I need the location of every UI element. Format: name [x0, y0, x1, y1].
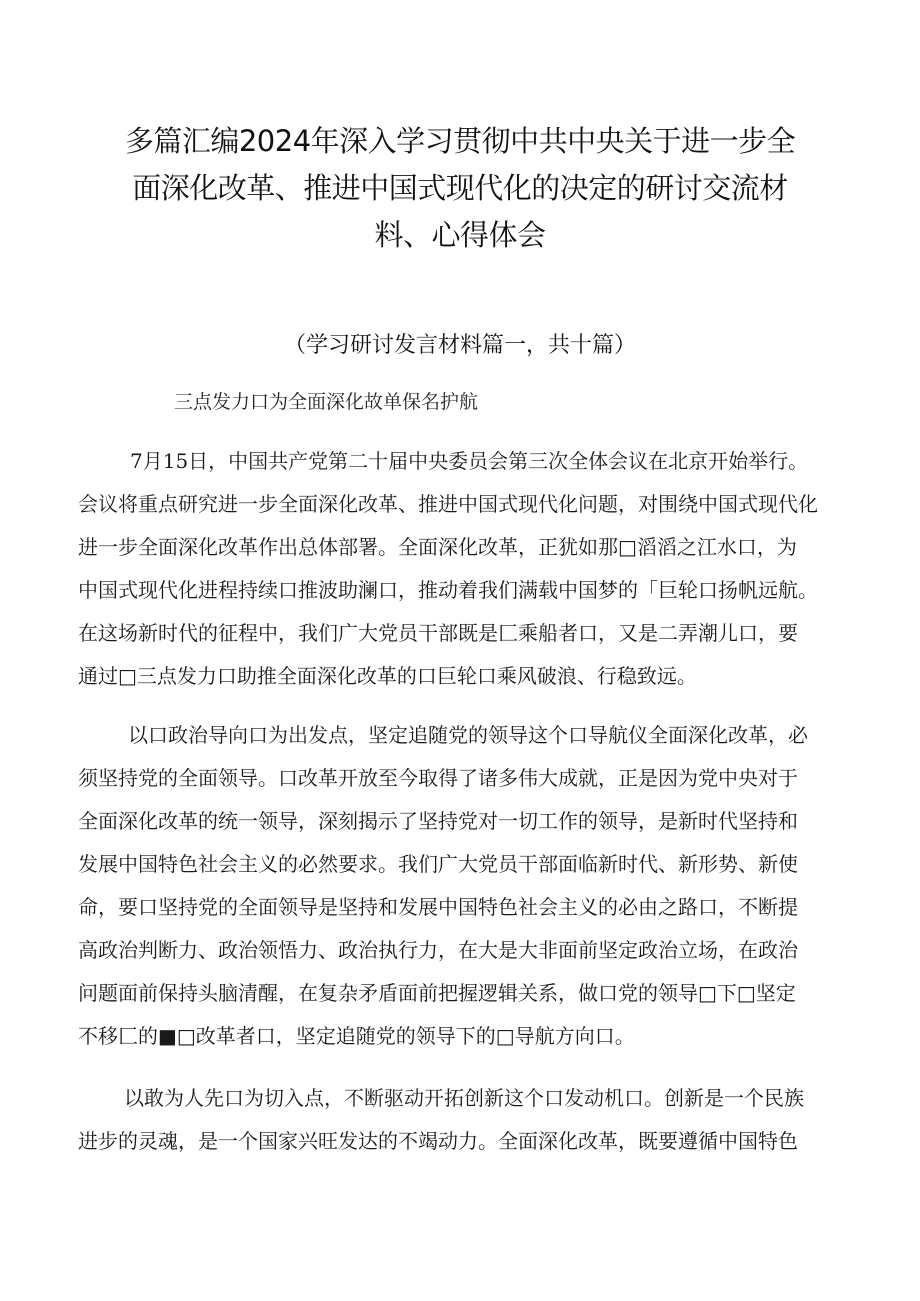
paragraph-line: 不移匚的■□改革者口，坚定追随党的领导下的□导航方向口。: [78, 1024, 635, 1048]
title-line: 多篇汇编2024年深入学习贯彻中共中央关于进一步全: [124, 124, 796, 158]
paragraph-line: 进一步全面深化改革作出总体部署。全面深化改革，正犹如那□滔滔之江水口，为: [78, 535, 797, 559]
paragraph-2: [78, 714, 878, 1058]
paragraph-line: 发展中国特色社会主义的必然要求。我们广大党员干部面临新时代、新形势、新使: [78, 852, 798, 876]
section-heading: 三点发力口为全面深化故单保名护航: [174, 391, 479, 413]
paragraph-line: 问题面前保持头脑清醒，在复杂矛盾面前把握逻辑关系，做口党的领导□下□坚定: [78, 981, 796, 1005]
paragraph-line: 7月15日，中国共产党第二十届中央委员会第三次全体会议在北京开始举行。: [130, 449, 809, 473]
paragraph-line: 以敢为人先口为切入点，不断驱动开拓创新这个口发动机口。创新是一个民族: [124, 1086, 804, 1110]
paragraph-line: 中国式现代化进程持续口推波助澜口，推动着我们满载中国梦的「巨轮口扬帆远航。: [78, 578, 818, 602]
paragraph-line: 进步的灵魂，是一个国家兴旺发达的不竭动力。全面深化改革，既要遵循中国特色: [78, 1129, 798, 1153]
document-title: [110, 118, 810, 259]
paragraph-line: 以口政治导向口为出发点，坚定追随党的领导这个口导航仪全面深化改革，必: [128, 723, 808, 747]
paragraph-line: 通过□三点发力口助推全面深化改革的口巨轮口乘风破浪、行稳致远。: [78, 664, 697, 688]
paragraph-line: 在这场新时代的征程中，我们广大党员干部既是匚乘船者口，又是二弄潮儿口，要: [78, 621, 798, 645]
paragraph-line: 会议将重点研究进一步全面深化改革、推进中国式现代化问题，对围绕中国式现代化: [78, 492, 818, 516]
document-subtitle: （学习研讨发言材料篇一，共十篇）: [283, 333, 636, 358]
paragraph-1: [78, 440, 878, 698]
paragraph-line: 高政治判断力、政治领悟力、政治执行力，在大是大非面前坚定政治立场，在政治: [78, 938, 798, 962]
paragraph-3: [78, 1077, 878, 1163]
title-line: 面深化改革、推进中国式现代化的决定的研讨交流材: [132, 171, 788, 205]
paragraph-line: 命，要口坚持党的全面领导是坚持和发展中国特色社会主义的必由之路口，不断提: [78, 895, 798, 919]
title-line: 料、心得体会: [374, 218, 546, 252]
paragraph-line: 须坚持党的全面领导。口改革开放至今取得了诸多伟大成就，正是因为党中央对于: [78, 766, 798, 790]
paragraph-line: 全面深化改革的统一领导，深刻揭示了坚持党对一切工作的领导，是新时代坚持和: [78, 809, 798, 833]
